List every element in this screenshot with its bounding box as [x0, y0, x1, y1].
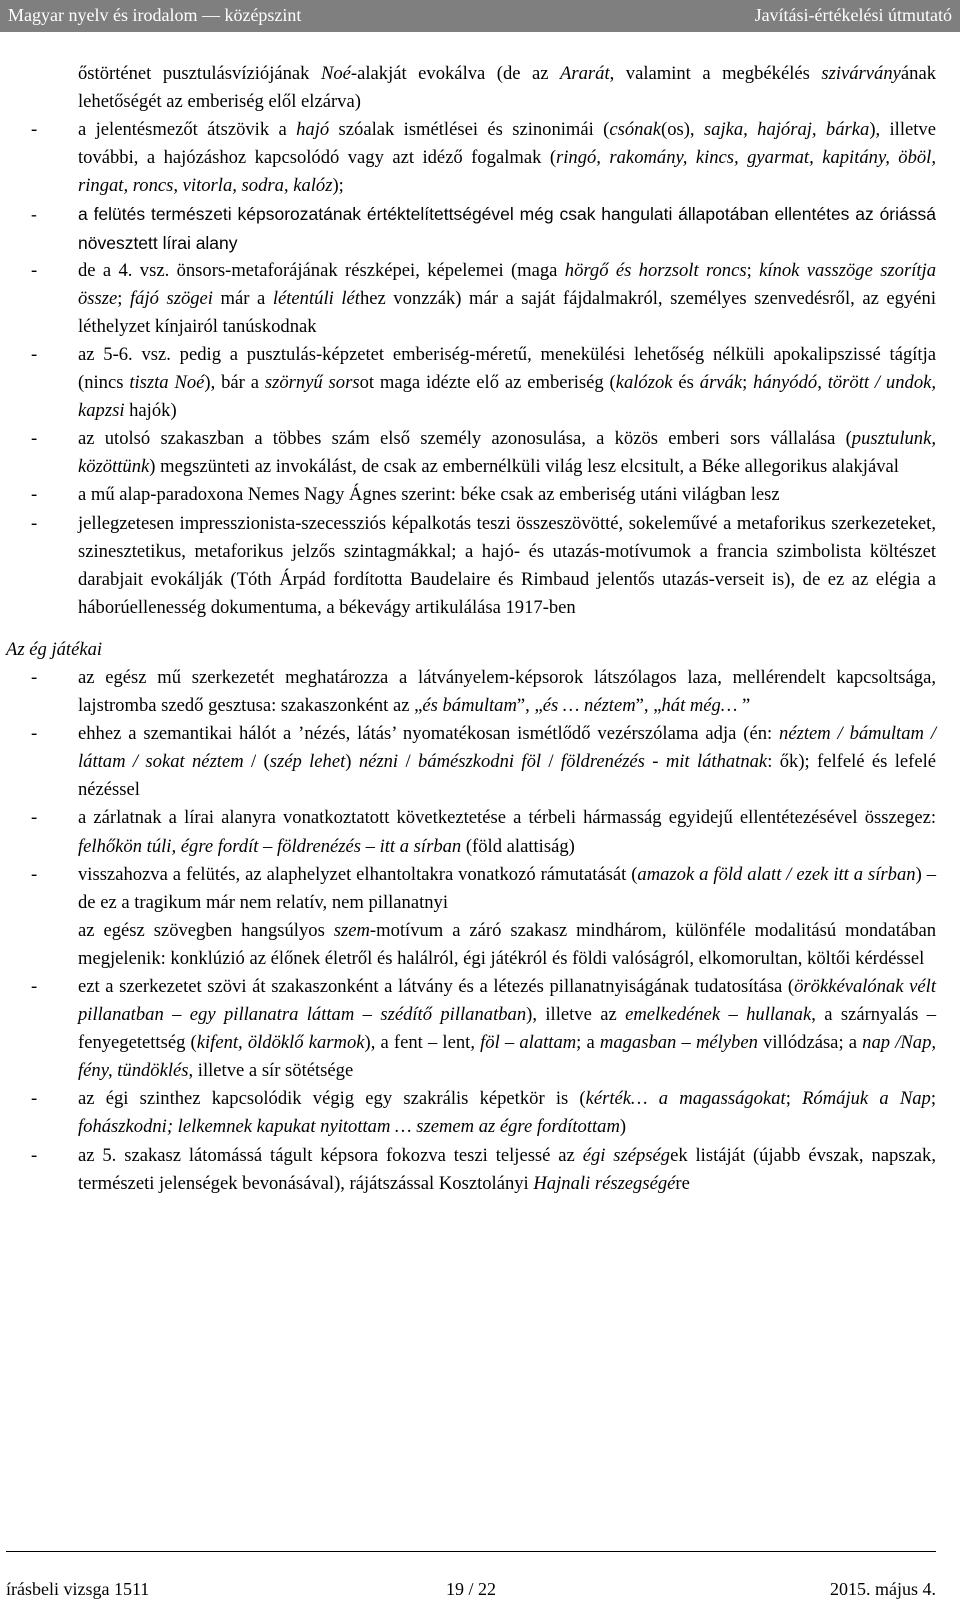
list-item: - a felütés természeti képsorozatának értéktelítettségével még csak hangulati állapotában ellentétes az óriássá növesztett lírai alany [6, 200, 936, 256]
list-item: - a zárlatnak a lírai alanyra vonatkoztatott következtetése a térbeli hármasság egyidejű ellentétezésével összegez: felhőkön túli, égre fordít – földrenézés – itt a sírban (föld alattiság) [6, 804, 936, 860]
list-item: - a mű alap-paradoxona Nemes Nagy Ágnes szerint: béke csak az emberiség utáni világban lesz [6, 481, 936, 509]
list-item: - ehhez a szemantikai hálót a ’nézés, látás’ nyomatékosan ismétlődő vezérszólama adja (én: néztem / bámultam / láttam / sokat néztem / (szép lehet) nézni / bámészkodni föl / földrenézés - mit láthatnak: ők); felfelé és lefelé nézéssel [6, 720, 936, 804]
list-item: - az 5-6. vsz. pedig a pusztulás-képzetet emberiség-méretű, menekülési lehetőség nélküli apokalipszissé tágítja (nincs tiszta Noé), bár a szörnyű sorsot maga idézte elő az emberiség (kalózok és árvák; hányódó, törött / undok, kapzsi hajók) [6, 341, 936, 425]
list-item: - az utolsó szakaszban a többes szám első személy azonosulása, a közös emberi sors vállalása (pusztulunk, közöttünk) megszünteti az invokálást, de csak az embernélküli világ lesz elcsitult, a Béke allegorikus alakjával [6, 425, 936, 481]
list-item: - de a 4. vsz. önsors-metaforájának részképei, képelemei (maga hörgő és horzsolt roncs; kínok vasszöge szorítja össze; fájó szögei már a létentúli léthez vonzzák) már a saját fájdalmakról, személyes szenvedésről, az egyéni léthelyzet kínjairól tanúskodnak [6, 257, 936, 341]
bullet-dash: - [31, 1144, 38, 1166]
header-doc-type: Javítási-értékelési útmutató [754, 5, 952, 25]
list-item: - visszahozva a felütés, az alaphelyzet elhantoltakra vonatkozó rámutatását (amazok a föld alatt / ezek itt a sírban) – de ez a tragikum már nem relatív, nem pillanatnyi [6, 861, 936, 917]
bullet-dash: - [31, 723, 38, 745]
footer-exam-code: írásbeli vizsga 1511 [6, 1579, 150, 1599]
bullet-dash: - [31, 863, 38, 885]
bullet-dash: - [31, 259, 38, 281]
list-item: - az egész mű szerkezetét meghatározza a látványelem-képsorok látszólagos laza, mellérendelt kapcsoltsága, lajstromba szedő gesztusa: szakaszonként az „és bámultam”, „és … néztem”, „hát még… ” [6, 664, 936, 720]
document-body [6, 60, 936, 1198]
bullet-dash: - [31, 428, 38, 450]
list-item: - a jelentésmezőt átszövik a hajó szóalak ismétlései és szinonimái (csónak(os), sajka, hajóraj, bárka), illetve további, a hajózáshoz kapcsolódó vagy azt idéző fogalmak (ringó, rakomány, kincs, gyarmat, kapitány, öböl, ringat, roncs, vitorla, sodra, kalóz); [6, 116, 936, 200]
bullet-dash: - [31, 976, 38, 997]
page-header [0, 0, 960, 32]
list-item: - az égi szinthez kapcsolódik végig egy szakrális képetkör is (kérték… a magasságokat; Rómájuk a Nap; fohászkodni; lelkemnek kapukat nyitottam … szemem az égre fordítottam) [6, 1085, 936, 1141]
footer-divider [6, 1551, 936, 1552]
list-item: - ezt a szerkezetet szövi át szakaszonként a látvány és a létezés pillanatnyiságának tudatosítása (örökkévalónak vélt pillanatban – egy pillanatra láttam – szédítő pillanatban), illetve az emelkedének – hullanak, a szárnyalás – fenyegetettség (kifent, öldöklő karmok), a fent – lent, föl – alattam; a magasban – mélyben villódzása; a nap /Nap, fény, tündöklés, illetve a sír sötétsége [6, 973, 936, 1085]
bullet-dash: - [31, 119, 38, 141]
bullet-dash: - [31, 807, 38, 829]
bullet-dash: - [31, 484, 38, 506]
bullet-dash: - [31, 1088, 38, 1110]
footer-page-number: 19 / 22 [445, 1579, 496, 1599]
list-item: - az 5. szakasz látomássá tágult képsora fokozva teszi teljessé az égi szépségek listáját (újabb évszak, napszak, természeti jelenségek bevonásával), rájátszással Kosztolányi Hajnali részegségére [6, 1142, 936, 1198]
bullet-dash: - [31, 512, 38, 534]
bullet-dash: - [31, 343, 38, 365]
list-item: őstörténet pusztulásvíziójának Noé-alakját evokálva (de az Ararát, valamint a megbékélés szivárványának lehetőségét az emberiség elől elzárva) [78, 63, 936, 113]
header-subject: Magyar nyelv és irodalom — középszint [8, 5, 302, 25]
list-item: - jellegzetesen impresszionista-szecessziós képalkotás teszi összeszövötté, sokeleművé a metaforikus szerkezeteket, szinesztetikus, metaforikus jelzős szintagmákkal; a hajó- és utazás-motívumok a francia szimbolista költészet darabjait evokálják (Tóth Árpád fordította Baudelaire és Rimbaud jelentős utazás-verseit is), de ez az elégia a háborúellenesség dokumentuma, a békevágy artikulálása 1917-ben [6, 510, 936, 622]
page-footer [6, 1579, 936, 1603]
footer-date: 2015. május 4. [830, 1579, 936, 1599]
bullet-dash: - [31, 204, 37, 225]
bullet-dash: - [31, 666, 38, 688]
list-item: az egész szövegben hangsúlyos szem-motívum a záró szakasz mindhárom, különféle modalitású mondatában megjelenik: konklúzió az élőnek életről és halálról, égi játékról és földi valóságról, elkomorultan, költői kérdéssel [78, 919, 936, 969]
section-title: Az ég játékai [6, 638, 103, 660]
